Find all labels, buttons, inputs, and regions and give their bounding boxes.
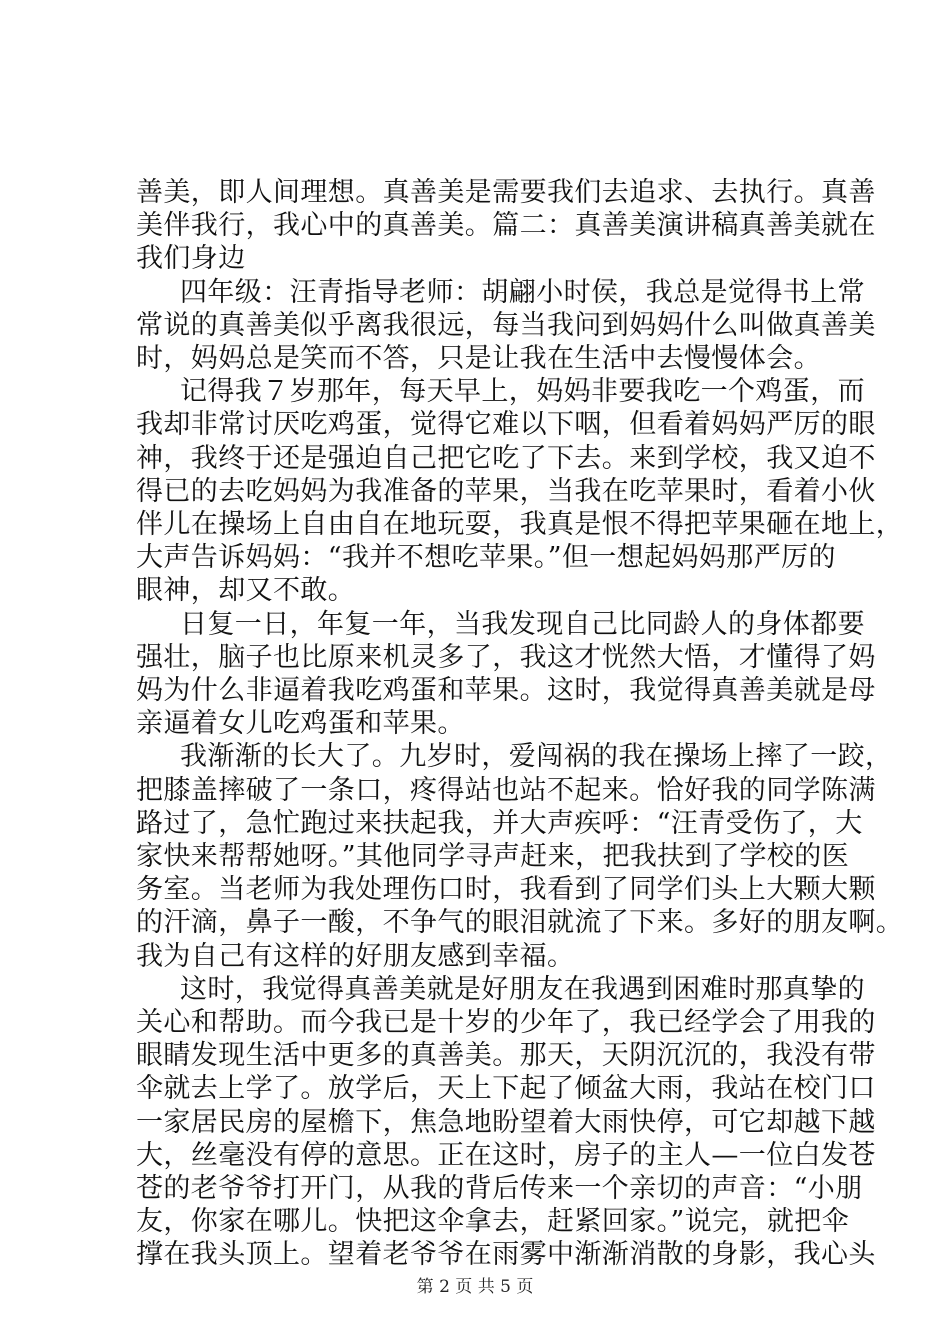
text-line: 妈为什么非逼着我吃鸡蛋和苹果。这时，我觉得真善美就是母 <box>136 675 876 706</box>
text-line: 家快来帮帮她呀。”其他同学寻声赶来，把我扶到了学校的医 <box>136 841 850 872</box>
paragraph-first-line: 这时，我觉得真善美就是好朋友在我遇到困难时那真挚的 <box>180 973 865 1005</box>
text-line: 我为自己有这样的好朋友感到幸福。 <box>136 940 575 972</box>
text-line: 强壮，脑子也比原来机灵多了，我这才恍然大悟，才懂得了妈 <box>136 641 876 673</box>
text-line: 大，丝毫没有停的意思。正在这时，房子的主人—一位白发苍 <box>136 1139 876 1171</box>
text-line: 友，你家在哪儿。快把这伞拿去，赶紧回家。”说完，就把伞 <box>136 1206 850 1238</box>
text-line: 一家居民房的屋檐下，焦急地盼望着大雨快停，可它却越下越 <box>136 1106 876 1138</box>
text-line: 务室。当老师为我处理伤口时，我看到了同学们头上大颗大颗 <box>136 874 876 906</box>
text-line: 眼神，却又不敢。 <box>136 575 356 607</box>
text-line: 把膝盖摔破了一条口，疼得站也站不起来。恰好我的同学陈满 <box>136 774 876 806</box>
text-line: 大声告诉妈妈：“我并不想吃苹果。”但一想起妈妈那严厉的 <box>136 542 836 574</box>
text-line: 我们身边 <box>136 243 246 275</box>
text-line: 亲逼着女儿吃鸡蛋和苹果。 <box>136 708 465 740</box>
text-line: 关心和帮助。而今我已是十岁的少年了，我已经学会了用我的 <box>136 1007 876 1038</box>
text-line: 眼睛发现生活中更多的真善美。那天，天阴沉沉的，我没有带 <box>136 1040 876 1072</box>
text-line: 的汗滴，鼻子一酸，不争气的眼泪就流了下来。多好的朋友啊。 <box>136 907 904 939</box>
text-line: 常说的真善美似乎离我很远，每当我问到妈妈什么叫做真善美 <box>136 309 876 341</box>
text-line: 时，妈妈总是笑而不答，只是让我在生活中去慢慢体会。 <box>136 343 821 374</box>
text-line: 善美，即人间理想。真善美是需要我们去追求、去执行。真善 <box>136 177 876 208</box>
text-line: 我却非常讨厌吃鸡蛋，觉得它难以下咽，但看着妈妈严厉的眼 <box>136 409 876 441</box>
text-line: 伴儿在操场上自由自在地玩耍，我真是恨不得把苹果砸在地上， <box>136 509 904 540</box>
page-number-footer: 第 2 页 共 5 页 <box>416 1277 534 1297</box>
paragraph-first-line: 四年级：汪青指导老师：胡翩小时侯，我总是觉得书上常 <box>180 276 865 308</box>
paragraph-first-line: 日复一日，年复一年，当我发现自己比同龄人的身体都要 <box>180 608 865 640</box>
text-line: 苍的老爷爷打开门，从我的背后传来一个亲切的声音：“小朋 <box>136 1173 863 1204</box>
text-line: 路过了，急忙跑过来扶起我，并大声疾呼：“汪青受伤了，大 <box>136 807 863 839</box>
paragraph-first-line: 记得我７岁那年，每天早上，妈妈非要我吃一个鸡蛋，而 <box>180 376 865 408</box>
paragraph-first-line: 我渐渐的长大了。九岁时，爱闯祸的我在操场上摔了一跤， <box>180 741 893 773</box>
text-line: 撑在我头顶上。望着老爷爷在雨雾中渐渐消散的身影，我心头 <box>136 1239 876 1271</box>
text-line: 得已的去吃妈妈为我准备的苹果，当我在吃苹果时，看着小伙 <box>136 475 876 507</box>
text-line: 美伴我行，我心中的真善美。篇二：真善美演讲稿真善美就在 <box>136 210 876 242</box>
text-line: 神，我终于还是强迫自己把它吃了下去。来到学校，我又迫不 <box>136 442 876 474</box>
text-line: 伞就去上学了。放学后，天上下起了倾盆大雨，我站在校门口 <box>136 1073 876 1105</box>
